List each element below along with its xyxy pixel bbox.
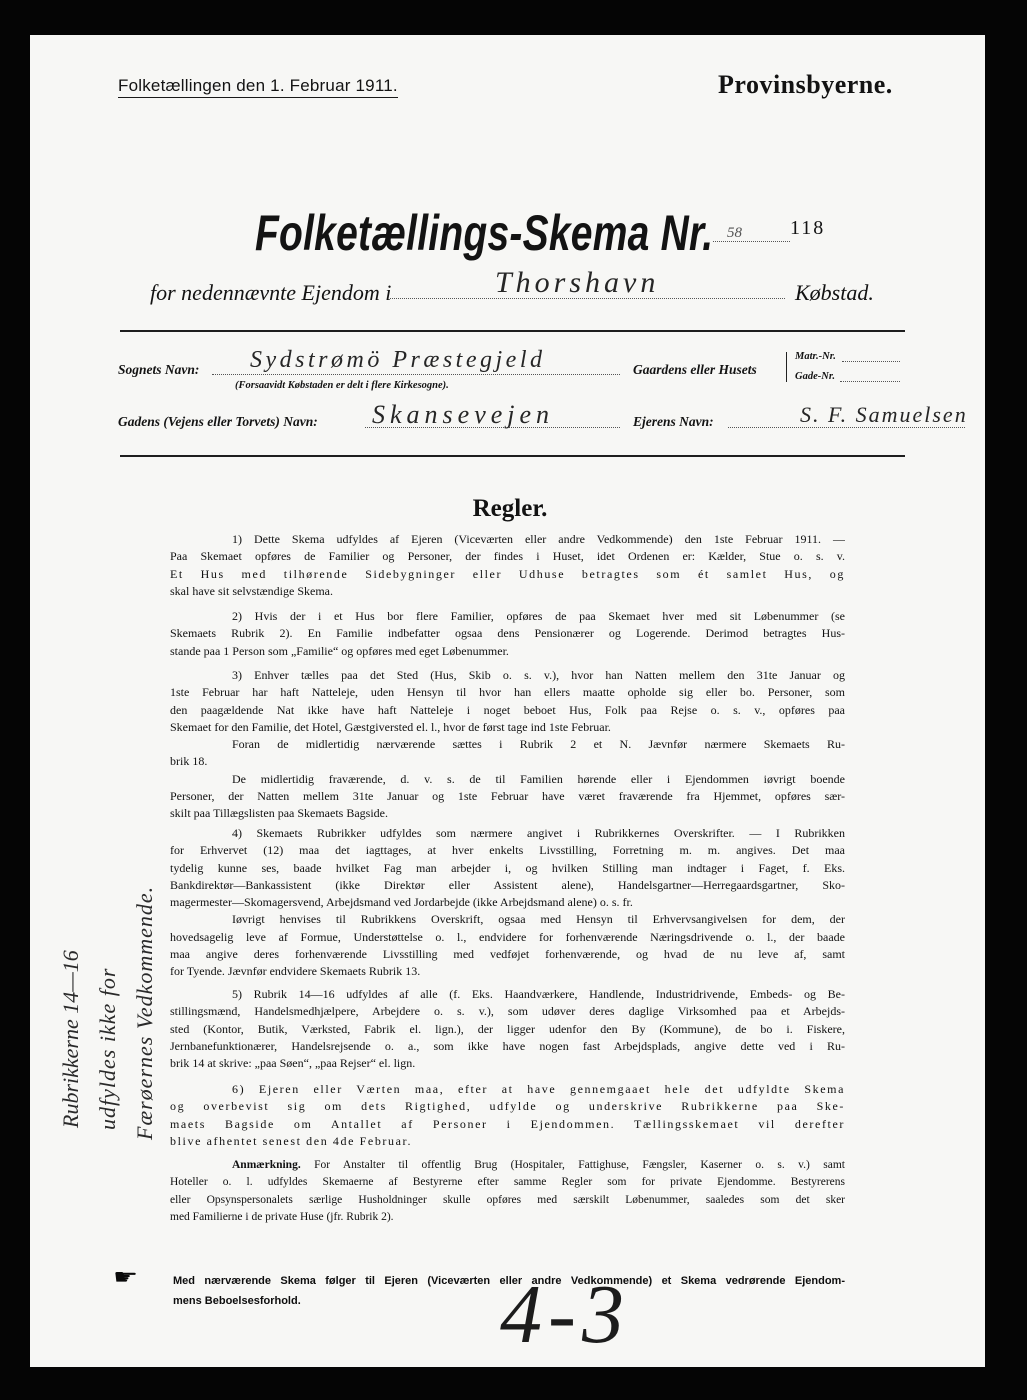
matr-fill-line [842, 361, 900, 362]
rules-line: sted (Kontor, Butik, Værksted, Fabrik el. lign.), der ligger udenfor den By (Kommune), de bo i. Fiskere, [170, 1021, 845, 1036]
rules-line: Hoteller o. l. udfyldes Skemaerne af Bestyrerne efter samme Regler som for private Ejendomme. Bestyrerens [170, 1176, 845, 1189]
rules-line: blive afhentet senest den 4de Februar. [170, 1133, 413, 1148]
street-handwritten: Skansevejen [372, 400, 555, 429]
form-number-stamped: 118 [790, 217, 826, 239]
rules-line: tydelig kunne ses, baade hvilket Fag man arbejder i, og hvilken Stilling man indtager i Faget, f. Eks. [170, 860, 845, 875]
region-title: Provinsbyerne. [718, 70, 893, 99]
rule-note [170, 1157, 845, 1226]
census-date-title-text: Folketællingen den 1. Februar 1911. [118, 76, 398, 98]
rules-line: hovedsagelig leve af Formue, Understøttelse o. l., endvidere for forhenværende Næringsdrivende o. l., der baade [170, 929, 845, 944]
rules-line: maets Bagside om Antallet af Personer i Ejendommen. Tællingsskemaet vil derefter [170, 1116, 845, 1131]
rules-heading: Regler. [472, 495, 548, 522]
rules-line: 1) Dette Skema udfyldes af Ejeren (Viceværten eller andre Vedkommende) den 1ste Februar 1911. — [232, 532, 845, 546]
rules-line: 5) Rubrik 14—16 udfyldes af alle (f. Eks. Haandværkere, Handlende, Industridrivende, Embeds- og Be- [232, 987, 845, 1001]
rules-line: for Tyende. Jævnfør endvidere Skemaets Rubrik 13. [170, 964, 421, 979]
divider-line [120, 330, 905, 332]
rules-line: for Erhvervet (12) maa det iagttages, at hver enkelts Livsstilling, Forretning m. m. angives. Det maa [170, 843, 845, 858]
town-suffix: Købstad. [795, 280, 874, 305]
bracket-divider [786, 352, 791, 382]
matr-label: Matr.-Nr. [795, 351, 836, 362]
census-date-title [118, 76, 398, 98]
rules-line: 2) Hvis der i et Hus bor flere Familier, opføres de paa Skemaet hver med sit Løbenummer (se [232, 609, 845, 623]
note-label: Anmærkning. [232, 1159, 301, 1171]
rules-line: De midlertidig fraværende, d. v. s. de til Familien hørende eller i Ejendommen iøvrigt boende [232, 771, 845, 786]
rules-line: 3) Enhver tælles paa det Sted (Hus, Skib o. s. v.), hvor han Natten mellem den 31te Januar og [232, 668, 845, 682]
house-label: Gaardens eller Husets [633, 362, 757, 377]
form-number-fill-line [713, 241, 790, 242]
rules-line: og overbevist sig om dets Rigtighed, udfylde og underskrive Rubrikkerne paa Ske- [170, 1099, 845, 1114]
parish-label: Sognets Navn: [118, 362, 200, 377]
rules-line: Iøvrigt henvises til Rubrikkens Overskrift, ogsaa med Hensyn til Erhvervsangivelsen for dem, der [232, 912, 845, 927]
margin-note-handwritten [52, 885, 163, 1140]
rules-line: eller Opsynspersonalets særlige Husholdninger skulle opføres med særskilt Løbenummer, saaledes som det sker [170, 1193, 845, 1206]
rules-line: 6) Ejeren eller Værten maa, efter at have gennemgaaet hele det udfyldte Skema [232, 1082, 845, 1096]
town-handwritten: Thorshavn [495, 266, 660, 299]
street-label: Gadens (Vejens eller Torvets) Navn: [118, 414, 318, 429]
rules-line: magermester—Skomagersvend, Arbejdsmand ved Jordarbejde (ikke Arbejdsmand alene) o. s. fr. [170, 895, 633, 910]
rule-paragraph-4 [170, 825, 845, 981]
rules-line: skal have sit selvstændige Skema. [170, 583, 333, 598]
rules-line: stande paa 1 Person som „Familie“ og opføres med eget Løbenummer. [170, 643, 509, 658]
handwritten-page-mark: 4-3 [500, 1268, 630, 1361]
rules-line: Foran de midlertidig nærværende sættes i Rubrik 2 et N. Jævnfør nærmere Skemaets Ru- [232, 737, 845, 752]
rules-line: Paa Skemaet opføres de Familier og Personer, der findes i Huset, idet Ordenen er: Kælder, Stue o. s. v. [170, 549, 845, 564]
rule-paragraph-2 [170, 608, 845, 660]
rules-line: Skemaet for den Familie, det Hotel, Gæstgiversted el. l., hvor de først tage ind 1ste Februar. [170, 719, 611, 734]
rules-line [170, 1157, 845, 1174]
rules-line: brik 14 at skrive: „paa Søen“, „paa Rejser“ el. lign. [170, 1056, 416, 1071]
parish-fill-line [212, 374, 620, 375]
rules-line: Jernbanefunktionærer, Handelsrejsende o. a., som ikke have nogen fast Arbejdsplads, angive dette ved i Ru- [170, 1038, 845, 1053]
margin-note-line: Færøernes Vedkommende. [132, 885, 157, 1140]
rules-line: Et Hus med tilhørende Sidebygninger eller Udhuse betragtes som ét samlet Hus, og [170, 566, 845, 581]
note-text: For Anstalter til offentlig Brug (Hospitaler, Fattighuse, Fængsler, Kaserner o. s. v.) samt [314, 1159, 845, 1171]
owner-handwritten: S. F. Samuelsen [800, 402, 968, 427]
rules-line: maa angive deres forhenværende Livsstilling med vedføjet forhenværende, og hvad de nu leve af, samt [170, 947, 845, 962]
rules-line: Skemaets Rubrik 2). En Familie indbefatter ogsaa dens Pensionærer og Logerende. Derimod betragtes Hus- [170, 626, 845, 641]
rule-paragraph-6 [170, 1081, 845, 1150]
form-title: Folketællings-Skema Nr. [255, 205, 714, 261]
property-label: for nedennævnte Ejendom i [150, 280, 392, 305]
rule-paragraph-5 [170, 986, 845, 1072]
rules-line: skilt paa Tillægslisten paa Skemaets Bagside. [170, 806, 388, 821]
pointing-hand-icon: ☛ [113, 1264, 139, 1289]
rules-line: stillingsmænd, Handelsmedhjælpere, Arbejdere o. s. v.), som udøver deres daglige Virksomhed paa et Arbejds- [170, 1004, 845, 1019]
owner-label: Ejerens Navn: [633, 414, 714, 429]
gade-label: Gade-Nr. [795, 371, 835, 382]
divider-line [120, 455, 905, 457]
gade-fill-line [840, 381, 900, 382]
parish-handwritten: Sydstrømö Præstegjeld [250, 347, 546, 373]
margin-note-line: Rubrikkerne 14—16 [58, 950, 83, 1128]
parish-note: (Forsaavidt Købstaden er delt i flere Kirkesogne). [235, 380, 449, 391]
rules-line: den paagældende Nat ikke have haft Natteleje i noget beboet Hus, Folk paa Rejse o. s. v., opføres paa [170, 702, 845, 717]
rule-paragraph-1 [170, 531, 845, 600]
rules-line: 1ste Februar har haft Natteleje, uden Hensyn til hvor han ellers maatte opholde sig eller bo. Personer, som [170, 685, 845, 700]
rule-paragraph-3 [170, 667, 845, 823]
rules-line: med Familierne i de private Huse (jfr. Rubrik 2). [170, 1210, 394, 1223]
margin-note-line: udfyldes ikke for [95, 967, 120, 1130]
footer-line: Med nærværende Skema følger til Ejeren (Viceværten eller andre Vedkommende) et Skema vedrørende Ejendom- [173, 1275, 845, 1287]
form-number-handwritten: 58 [727, 225, 742, 241]
footer-line: mens Beboelsesforhold. [173, 1295, 301, 1307]
rules-line: Personer, der Natten mellem 31te Januar og 1ste Februar have været fraværende fra Hjemmet, opføres sær- [170, 789, 845, 804]
rules-line: 4) Skemaets Rubrikker udfyldes som nærmere angivet i Rubrikkernes Overskrifter. — I Rubrikken [232, 826, 845, 840]
rules-line: Bankdirektør—Bankassistent (ikke Direktør eller Assistent alene), Handelsgartner—Herregaardsgartner, Sko- [170, 877, 845, 892]
rules-line: brik 18. [170, 754, 208, 769]
